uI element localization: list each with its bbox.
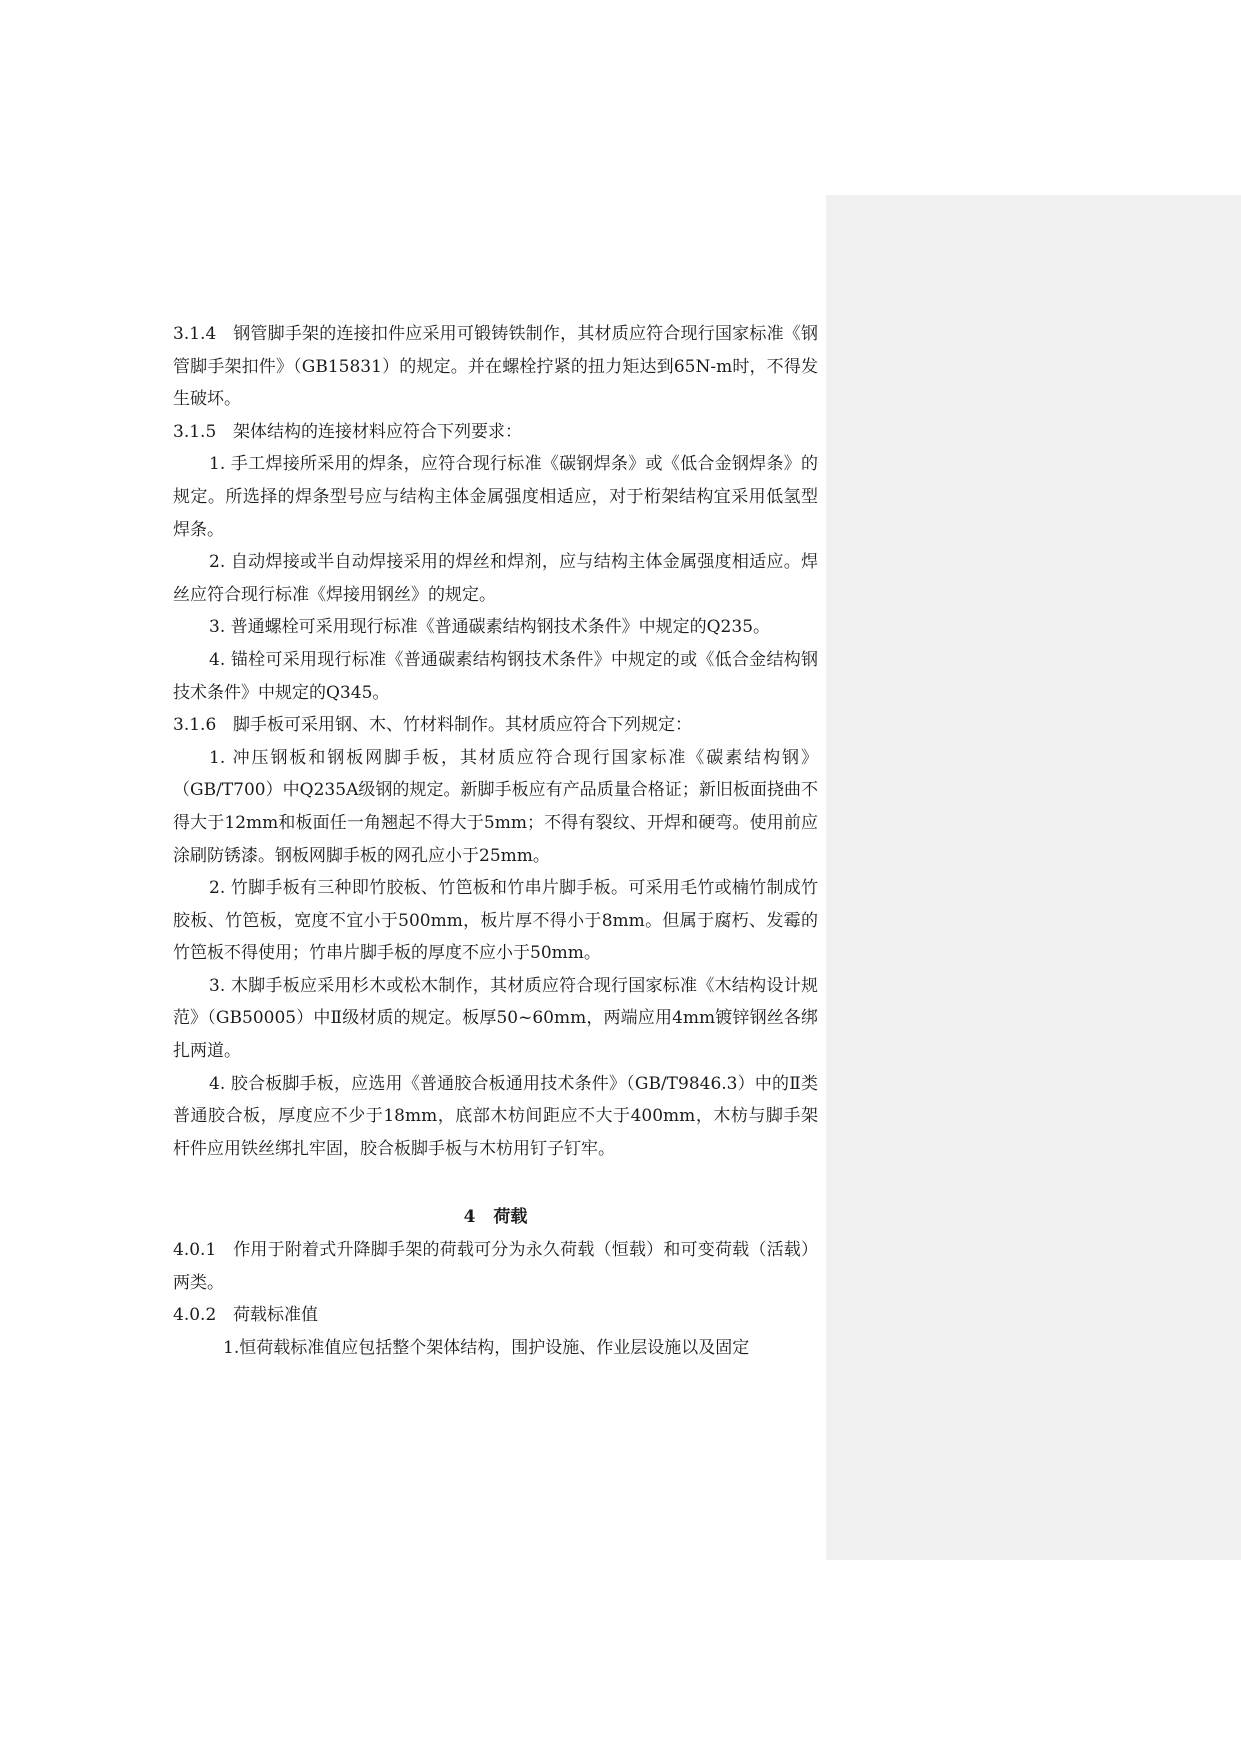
- section-heading: [173, 1201, 818, 1234]
- list-item: 1.恒荷载标准值应包括整个架体结构，围护设施、作业层设施以及固定: [223, 1337, 750, 1358]
- clause-text: 架体结构的连接材料应符合下列要求：: [233, 421, 522, 442]
- list-item: 3. 木脚手板应采用杉木或松木制作，其材质应符合现行国家标准《木结构设计规范》（GB50005）中Ⅱ级材质的规定。板厚50~60mm，两端应用4mm镀锌钢丝各绑扎两道。: [173, 975, 818, 1062]
- list-item: 3. 普通螺栓可采用现行标准《普通碳素结构钢技术条件》中规定的Q235。: [209, 617, 771, 638]
- section-title: 荷载: [493, 1207, 528, 1228]
- section-number: 4: [463, 1207, 476, 1228]
- clause-text: 钢管脚手架的连接扣件应采用可锻铸铁制作，其材质应符合现行国家标准《钢管脚手架扣件》（GB15831）的规定。并在螺栓拧紧的扭力矩达到65N-m时，不得发生破坏。: [173, 324, 818, 410]
- document-body: [173, 318, 818, 1364]
- clause-3-1-4: [173, 318, 818, 416]
- clause-3-1-5: [173, 416, 818, 449]
- list-item: 4. 胶合板脚手板，应选用《普通胶合板通用技术条件》（GB/T9846.3）中的Ⅱ类普通胶合板，厚度应不少于18mm，底部木枋间距应不大于400mm，木枋与脚手架杆件应用铁丝绑扎牢固，胶合板脚手板与木枋用钉子钉牢。: [173, 1073, 818, 1159]
- clause-3-1-6: [173, 709, 818, 742]
- clause-4-0-2: [173, 1299, 818, 1332]
- list-item: 4. 锚栓可采用现行标准《普通碳素结构钢技术条件》中规定的或《低合金结构钢技术条件》中规定的Q345。: [173, 649, 818, 703]
- comment-margin-pane: [826, 195, 1241, 1560]
- clause-text: 作用于附着式升降脚手架的荷载可分为永久荷载（恒载）和可变荷载（活载）两类。: [173, 1240, 818, 1293]
- list-item: 2. 竹脚手板有三种即竹胶板、竹笆板和竹串片脚手板。可采用毛竹或楠竹制成竹胶板、竹笆板，宽度不宜小于500mm，板片厚不得小于8mm。但属于腐朽、发霉的竹笆板不得使用；竹串片脚手板的厚度不应小于50mm。: [173, 878, 818, 964]
- clause-number: 3.1.6: [173, 715, 217, 736]
- list-item: 1. 手工焊接所采用的焊条，应符合现行标准《碳钢焊条》或《低合金钢焊条》的规定。所选择的焊条型号应与结构主体金属强度相适应，对于桁架结构宜采用低氢型焊条。: [173, 454, 818, 540]
- clause-number: 3.1.5: [173, 421, 217, 442]
- list-item: 2. 自动焊接或半自动焊接采用的焊丝和焊剂，应与结构主体金属强度相适应。焊丝应符合现行标准《焊接用钢丝》的规定。: [173, 552, 818, 605]
- clause-number: 4.0.1: [173, 1240, 217, 1261]
- clause-text: 脚手板可采用钢、木、竹材料制作。其材质应符合下列规定：: [233, 715, 692, 736]
- list-item: 1. 冲压钢板和钢板网脚手板，其材质应符合现行国家标准《碳素结构钢》（GB/T700）中Q235A级钢的规定。新脚手板应有产品质量合格证；新旧板面挠曲不得大于12mm和板面任一角翘起不得大于5mm；不得有裂纹、开焊和硬弯。使用前应涂刷防锈漆。钢板网脚手板的网孔应小于25mm。: [173, 747, 818, 866]
- clause-text: 荷载标准值: [233, 1305, 318, 1326]
- clause-number: 4.0.2: [173, 1305, 217, 1326]
- clause-4-0-1: [173, 1234, 818, 1299]
- clause-number: 3.1.4: [173, 324, 217, 344]
